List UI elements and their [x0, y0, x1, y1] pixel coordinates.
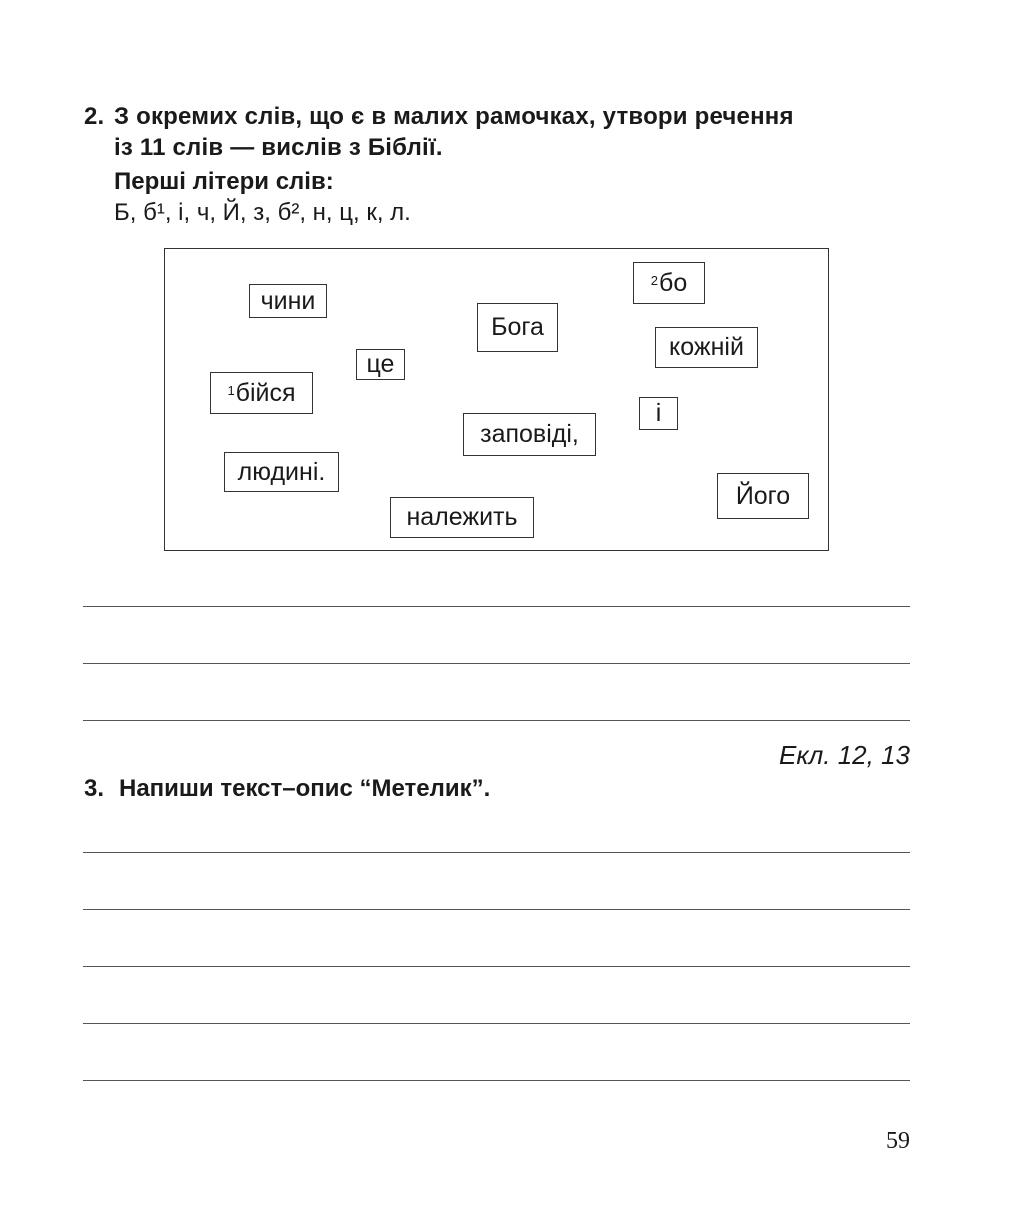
task-2-heading [84, 101, 924, 163]
task-2-number: 2. [84, 103, 105, 130]
word-box-boha [477, 303, 558, 352]
answer-line[interactable] [83, 720, 910, 721]
answer-line[interactable] [83, 606, 910, 607]
word-box-bo [633, 262, 705, 304]
word-box-chyny [249, 284, 327, 318]
first-letters-label: Перші літери слів: [114, 168, 334, 195]
word-text: і [655, 399, 662, 427]
task-3-title: Напиши текст–опис “Метелик”. [119, 775, 491, 802]
word-text: людині. [237, 457, 326, 486]
word-box-tse [356, 349, 405, 380]
word-box-nalezhyt [390, 497, 534, 538]
word-box-biisia [210, 372, 313, 414]
answer-line[interactable] [83, 1080, 910, 1081]
answer-line[interactable] [83, 663, 910, 664]
word-text: Його [735, 481, 791, 510]
task-2-title-line-1: З окремих слів, що є в малих рамочках, утвори речення [114, 103, 794, 130]
word-text: кожній [669, 333, 744, 361]
word-text: Бога [491, 313, 544, 341]
answer-line[interactable] [83, 852, 910, 853]
word-text: бо [659, 268, 688, 297]
word-box-liudyni [224, 452, 339, 492]
word-box-i [639, 397, 678, 430]
word-box-zapovidi [463, 413, 596, 456]
task-2-title-line-2: із 11 слів — вислів з Біблії. [114, 134, 443, 161]
word-text: заповіді, [480, 420, 579, 448]
bible-reference: Екл. 12, 13 [778, 740, 910, 770]
word-superscript: 1 [227, 382, 235, 398]
task-3-heading [84, 773, 490, 804]
answer-line[interactable] [83, 909, 910, 910]
word-box-yoho [717, 473, 809, 519]
task-3-number: 3. [84, 775, 105, 802]
word-text: це [366, 350, 395, 378]
word-superscript: 2 [650, 272, 658, 288]
first-letters-list: Б, б¹, і, ч, Й, з, б², н, ц, к, л. [114, 199, 411, 226]
word-text: бійся [235, 378, 296, 407]
word-panel [164, 248, 829, 551]
word-box-kozhnii [655, 327, 758, 368]
answer-line[interactable] [83, 966, 910, 967]
word-text: належить [406, 503, 518, 531]
word-text: чини [260, 286, 316, 315]
answer-line[interactable] [83, 1023, 910, 1024]
page-number: 59 [886, 1128, 910, 1154]
